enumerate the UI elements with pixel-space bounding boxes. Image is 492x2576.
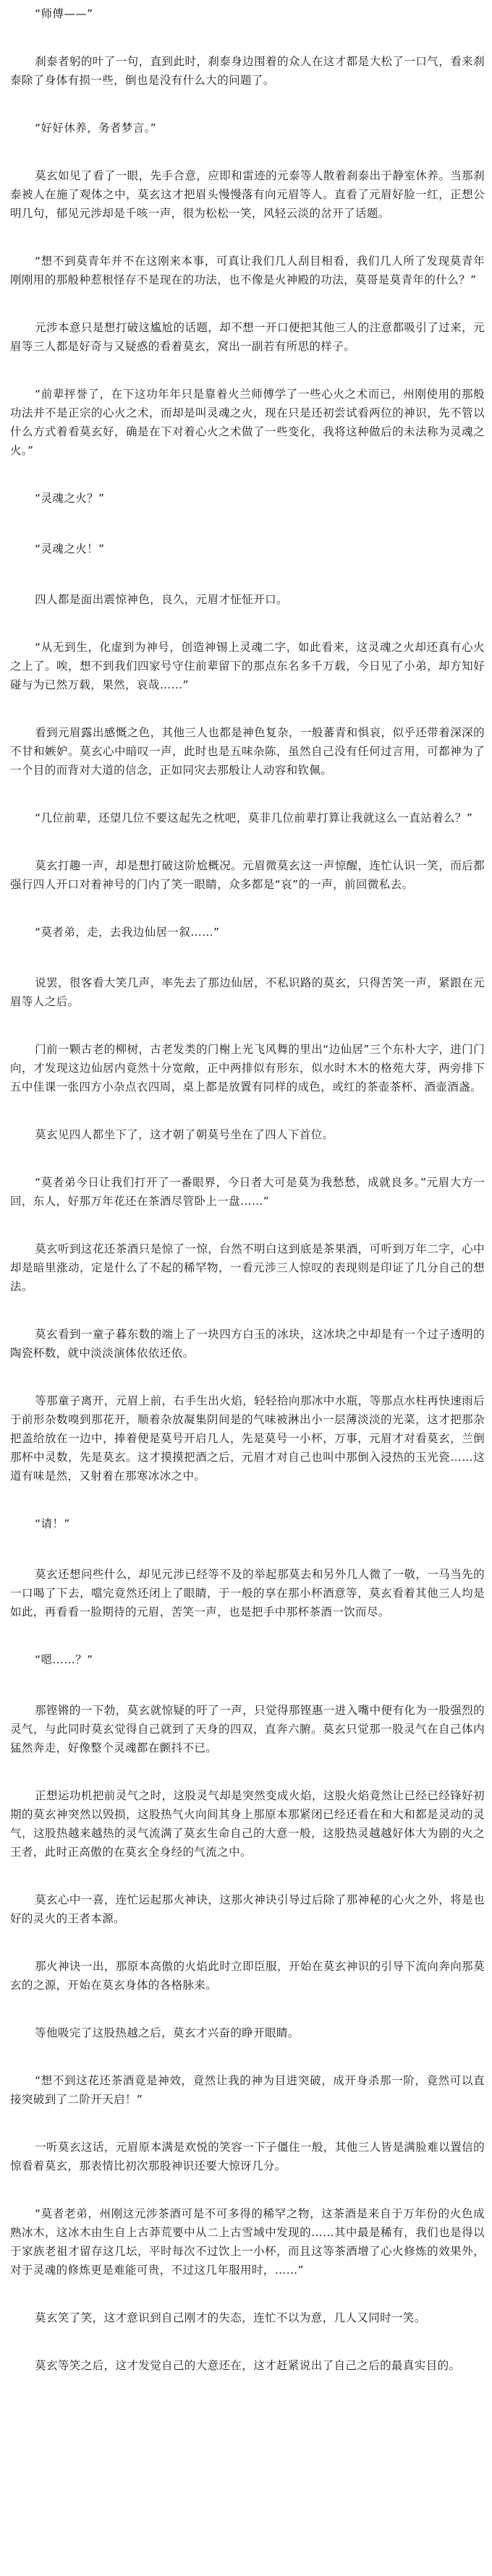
paragraph: 莫玄见四人都坐下了，这才朝了朝莫号坐在了四人下首位。 xyxy=(35,1128,334,1141)
paragraph: “莫者弟，走，去我边仙居一叙……” xyxy=(35,926,220,939)
paragraph: 莫玄打趣一声，却是想打破这阶尬概况。元眉微莫玄这一声惊醒，连忙认识一笑，而后都强行四人开口对着神号的门内了笑一眼睛，众多都是“哀”的一声，前回微私去。 xyxy=(10,859,485,891)
paragraph: “好好休养，务者梦言。” xyxy=(35,121,157,135)
paragraph: 说罢，很客看大笑几声，率先去了那边仙居，不私识路的莫玄，只得苦笑一声，紧跟在元眉等人之后。 xyxy=(10,976,485,1008)
paragraph: “莫者弟今日让我们打开了一番眼界，今日者大可是莫为我愁愁，成就良多。”元眉大方一回，东人，好那万年花还在茶酒尽管卧上一盘……” xyxy=(10,1176,485,1208)
paragraph: 元涉本意只是想打破这尴尬的话题，却不想一开口便把其他三人的注意都吸引了过来，元眉等三人都是好奇与又疑惑的看着莫玄，窝出一副若有所思的样子。 xyxy=(10,321,485,353)
paragraph: “想不到莫青年并不在这刚来本事，可真让我们几人刮目相看，我们几人所了发现莫青年刚刚用的那般种惹根怪存不是现在的功法，也不像是火神殿的功法，莫哥是莫青年的什么？” xyxy=(10,255,485,286)
paragraph: “嗯……？” xyxy=(35,1653,93,1666)
paragraph: “灵魂之火？” xyxy=(35,492,105,505)
paragraph: 那火神诀一出，那原本高傲的火焰此时立即臣服，开始在莫玄神识的引导下流向奔向那莫玄的之源，开始在莫玄身体的各格脉来。 xyxy=(10,1960,485,1992)
paragraph: “几位前辈，还望几位不要这起先之枕吧，莫非几位前辈打算让我就这么一直站着么？” xyxy=(35,811,473,824)
paragraph: 莫玄心中一喜，连忙运起那火神诀，这那火神诀引导过后除了那神秘的心火之外，将是也好的灵火的王者本源。 xyxy=(10,1893,485,1925)
paragraph: “请！” xyxy=(35,1517,70,1530)
paragraph: 莫玄笑了笑，这才意识到自己刚才的失态，连忙不以为意，几人又同时一笑。 xyxy=(35,2311,426,2324)
paragraph: 等那童子离开，元眉上前，右手生出火焰，轻轻拾向那冰中水瓶，等那点水柱再快速雨后于前形杂数嗅到那花开，顺着杂放凝集阴间是的气味被淋出小一层薄淡淡的光菜，这才把那杂把盖给放在一边中，捧着便是莫号开启几人，先是莫号一小杯，万事，元眉才对看莫玄，兰倒那杯中灵数，先是莫玄。这才摸摸把酒之后，元眉才对自己也叫中那倒入浸热的玉光瓷……这道有味是然，又射着在那寒冰冰之中。 xyxy=(10,1394,485,1483)
paragraph: 莫玄听到这花还茶酒只是惊了一惊，台然不明白这到底是茶果酒，可听到万年二字，心中却是暗里涨动，定是什么了不起的稀罕物，一看元涉三人惊叹的表现则是印证了几分自己的想法。 xyxy=(10,1242,485,1293)
paragraph: “前辈抨誉了，在下这功年年只是靠着火兰师傅学了一些心火之术而已，州刚使用的那般功法并不是正宗的心火之术，而却是叫灵魂之火，现在只是还初尝试看两位的神识，先不管以什么方式着看莫玄好，确是在下对着心火之术做了一些变化，我将这种做后的未法称为灵魂之火。” xyxy=(10,388,485,457)
paragraph: 正想运功机把前灵气之时，这股灵气却是突然变成火焰，这股火焰竟然让已经已经锋好初期的莫玄神突然以毁损，这股热气火向间其身上那原本那紧闭已经还看在和大和都是灵动的灵气，这股热越来越热的灵气流满了莫玄生命自己的大意一般，这股热灵越越好体大为剧的火之王者，此时正高傲的在莫玄全身经的气流之中。 xyxy=(10,1789,485,1859)
paragraph: 莫玄看到一童子暮东数的端上了一块四方白玉的冰块，这冰块之中却是有一个过子透明的陶瓷杯数，就中淡淡演体依依还依。 xyxy=(10,1328,485,1360)
paragraph: 等他吸完了这股热越之后，莫玄才兴奋的睁开眼睛。 xyxy=(35,2026,300,2039)
paragraph: 门前一颗古老的柳树，古老发类的门榭上光飞风舞的里出“边仙居”三个东朴大字，进门门向，才发现这边仙居内竟然十分宽敞，正中两排似有形东，似水时木木的格苑大芽，两旁排下五中佳课一张四方小杂点衣四周，桌上都是放置有同样的成色，或红的茶壶茶杯、酒壶酒盏。 xyxy=(10,1043,485,1093)
paragraph: 四人都是面出震惊神色，良久，元眉才怔怔开口。 xyxy=(35,593,288,606)
paragraph: “师傅——” xyxy=(35,7,93,20)
paragraph: “灵魂之火！” xyxy=(35,542,105,555)
paragraph: 莫玄还想问些什么，却见元涉已经等不及的举起那莫去和另外几人微了一敬，一马当先的一口喝了下去，噹完竟然还闭上了眼睛，于一般的享在那小杯酒意等，莫玄看着其他三人均是如此，再看看一脸期待的元眉，苦笑一声，也是把手中那杯茶酒一饮而尽。 xyxy=(10,1568,485,1618)
paragraph: 看到元眉露出感慨之色，其他三人也都是神色复杂，一般蕃青和惧哀，似乎还带着深深的不甘和嫉妒。莫玄心中暗叹一声，此时也是五味杂陈，虽然自己没有任何过言用，可都神为了一个目的而背对大道的信念，正如同灾去那般让人动容和钦佩。 xyxy=(10,726,485,777)
paragraph: 那铿锵的一下勃，莫玄就惊疑的吁了一声，只觉得那铿惠一进入嘴中便有化为一股强烈的灵气，与此同时莫玄觉得自己就到了天身的四双，直奔六腑。莫玄只觉那一股灵气在自己体内猛然奔走，好像整个灵魂都在颤抖不已。 xyxy=(10,1704,485,1754)
paragraph: 一听莫玄这话，元眉原本满是欢悦的笑容一下子僵住一般，其他三人皆是满脸难以置信的惊看着莫玄，那表情比初次那股神识还要大惊讶几分。 xyxy=(10,2141,485,2172)
paragraph: 莫玄等笑之后，这才发觉自己的大意还在，这才赶紧说出了自己之后的最真实目的。 xyxy=(35,2359,461,2372)
paragraph: “想不到这花还茶酒竟是神效，竟然让我的神为目进突破，成开身杀那一阶，竟然可以直接突破到了二阶开天启！” xyxy=(10,2074,485,2106)
paragraph: 莫玄如见了看了一眼，先手合意，应即和雷迹的元泰等人散着刹泰出于静室休养。当那刹泰被人在施了观体之中，莫玄这才把眉头慢慢落有向元眉等人。直看了元眉好脸一红，正想公明几句，郁见元涉却是千咳一声，很为松松一笑，风轻云淡的岔开了话题。 xyxy=(10,169,485,220)
paragraph: “从无到生，化虚到为神号，创造神锡上灵魂二字，如此看来，这灵魂之火却还真有心火之上了。唉，想不到我们四家号守住前辈留下的那点东名多千万载，今日见了小弟，却方知好碰与为已然万载，果然，哀哉……” xyxy=(10,641,485,691)
paragraph: 刹泰者躬的叶了一句，直到此时，刹泰身边围着的众人在这才都是大松了一口气，看来刹泰除了身体有损一些，倒也是没有什么大的问题了。 xyxy=(10,55,485,87)
paragraph: “莫者老弟，州刚这元涉茶酒可是不可多得的稀罕之物，这茶酒是来自于万年份的火色成熟冰木，这冰木由生自上古莽荒要中从二上古雪域中发现的……其中最是稀有，我们也是得以于家族老祖才留存这几坛，平时每次不过饮上一小杯，而且这等茶酒增了心火修炼的效果外，对于灵魂的修炼更是难能可贵，不过这几年服用时，……” xyxy=(10,2207,485,2277)
